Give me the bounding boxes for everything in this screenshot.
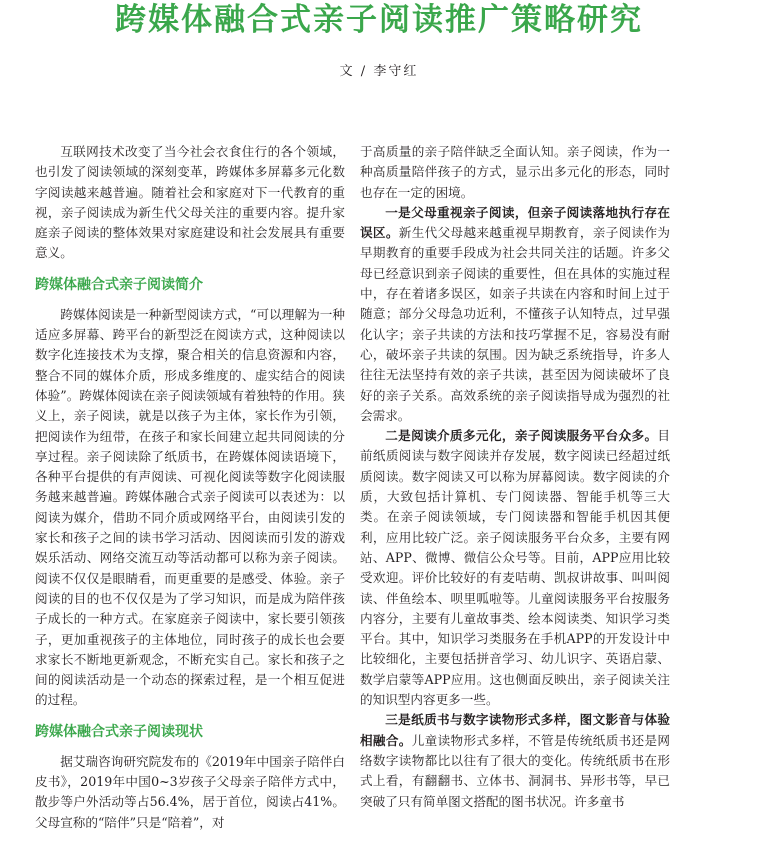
section-paragraph-intro: 跨媒体阅读是一种新型阅读方式，“可以理解为一种适应多屏幕、跨平台的新型泛在阅读方式，这种阅读以数字化连接技术为支撑，聚合相关的信息资源和内容，整合不同的媒体介质，形成多维度的、虚实结合的阅读体验”。跨媒体阅读在亲子阅读领域有着独特的作用。狭义上，亲子阅读，就是以孩子为主体，家长作为引领，把阅读作为纽带，在孩子和家长间建立起共同阅读的分享过程。亲子阅读除了纸质书，在跨媒体阅读语境下，各种平台提供的有声阅读、可视化阅读等数字化阅读服务越来越普遍。跨媒体融合式亲子阅读可以表述为：以阅读为媒介，借助不同介质或网络平台，由阅读引发的家长和孩子之间的读书学习活动、因阅读而引发的游戏娱乐活动、网络交流互动等活动都可以称为亲子阅读。阅读不仅仅是眼睛看，而更重要的是感受、体验。亲子阅读的目的也不仅仅是为了学习知识，而是成为陪伴孩子成长的一种方式。在家庭亲子阅读中，家长要引领孩子，更加重视孩子的主体地位，同时孩子的成长也会要求家长不断地更新观念，不断充实自己。家长和孩子之间的阅读活动是一个动态的探索过程，是一个相互促进的过程。 — [35, 306, 345, 708]
point-paragraph-2 — [360, 426, 670, 710]
right-column — [360, 142, 670, 812]
point-lead-2: 二是阅读介质多元化，亲子阅读服务平台众多。 — [385, 428, 658, 444]
section-heading-status: 跨媒体融合式亲子阅读现状 — [35, 723, 203, 740]
point-text-3: 儿童读物形式多样，不管是传统纸质书还是网络数字读物都比以往有了很大的变化。传统纸质书在形式上看，有翻翻书、立体书、洞洞书、异形书等，早已突破了只有简单图文搭配的图书状况。许多童书 — [360, 732, 671, 809]
point-paragraph-3 — [360, 710, 670, 811]
article-title: 跨媒体融合式亲子阅读推广策略研究 — [115, 2, 643, 38]
section-paragraph-status: 据艾瑞咨询研究院发布的《2019年中国亲子陪伴白皮书》，2019年中国0~3岁孩子父母亲子陪伴方式中，散步等户外活动等占56.4%，居于首位，阅读占41%。父母宣称的“陪伴”只是“陪着”，对 — [35, 753, 345, 830]
article-byline: 文 / 李守红 — [339, 64, 419, 79]
intro-paragraph: 互联网技术改变了当今社会衣食住行的各个领域，也引发了阅读领域的深刻变革，跨媒体多屏幕多元化数字阅读越来越普遍。随着社会和家庭对下一代教育的重视，亲子阅读成为新生代父母关注的重要内容。提升家庭亲子阅读的整体效果对家庭建设和社会发展具有重要意义。 — [35, 144, 345, 261]
point-lead-1: 一是父母重视亲子阅读，但亲子阅读落地执行存在误区。 — [360, 204, 670, 241]
point-lead-3: 三是纸质书与数字读物形式多样，图文影音与体验相融合。 — [360, 712, 670, 748]
point-text-1: 新生代父母越来越重视早期教育，亲子阅读作为早期教育的重要手段成为社会共同关注的话题。许多父母已经意识到亲子阅读的重要性，但在具体的实施过程中，存在着诸多误区，如亲子共读在内容和时间上过于随意；部分父母急功近利，不懂孩子认知特点，过早强化认字；亲子共读的方法和技巧掌握不足，容易没有耐心，破坏亲子共读的氛围。因为缺乏系统指导，许多人往往无法坚持有效的亲子共读，甚至因为阅读破坏了良好的亲子关系。高效系统的亲子阅读指导成为强烈的社会需求。 — [360, 225, 671, 423]
left-column — [35, 142, 345, 833]
point-text-2: 目前纸质阅读与数字阅读并存发展，数字阅读已经超过纸质阅读。数字阅读又可以称为屏幕阅读。数字阅读的介质，大致包括计算机、专门阅读器、智能手机等三大类。在亲子阅读领域，专门阅读器和智能手机因其便利，应用比较广泛。亲子阅读服务平台众多，主要有网站、APP、微博、微信公众号等。目前，APP应用比较受欢迎。评价比较好的有麦咭萌、凯叔讲故事、叫叫阅读、伴鱼绘本、呗里呱啦等。儿童阅读服务平台按服务内容分，主要有儿童故事类、绘本阅读类、知识学习类平台。其中，知识学习类服务在手机APP的开发设计中比较细化，主要包括拼音学习、幼儿识字、英语启蒙、数学启蒙等APP应用。这也侧面反映出，亲子阅读关注的知识型内容更多一些。 — [360, 428, 670, 708]
section-heading-intro: 跨媒体融合式亲子阅读简介 — [35, 276, 203, 293]
point-paragraph-1 — [360, 203, 670, 426]
continuation-paragraph: 于高质量的亲子陪伴缺乏全面认知。亲子阅读，作为一种高质量陪伴孩子的方式，显示出多元化的形态，同时也存在一定的困境。 — [360, 144, 670, 200]
